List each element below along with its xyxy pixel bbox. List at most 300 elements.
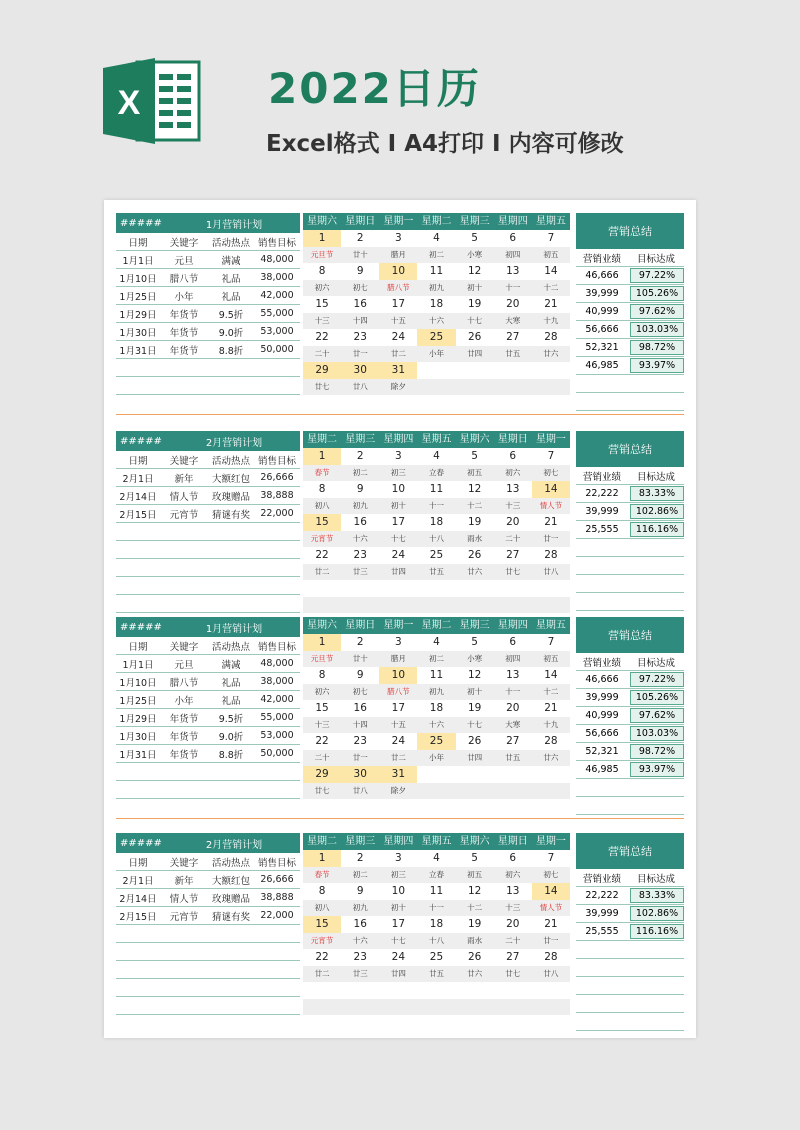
summary-column-headers	[576, 653, 684, 671]
lunar-cell	[532, 783, 570, 799]
plan-cell: 9.0折	[218, 327, 244, 339]
plan-column-header: 日期	[128, 641, 148, 653]
lunar-cell: 十六	[352, 534, 368, 543]
summary-cell: 39,999	[585, 288, 619, 299]
plan-cell: 1月31日	[119, 749, 157, 761]
lunar-cell: 廿六	[467, 969, 483, 978]
plan-column-header: 活动热点	[211, 641, 250, 653]
lunar-cell: 十六	[428, 316, 444, 325]
plan-cell: 腊八节	[169, 273, 199, 285]
summary-cell: 52,321	[585, 746, 619, 757]
plan-cell: 1月10日	[119, 677, 157, 689]
weekday-label: 星期四	[497, 620, 528, 631]
weekday-label: 星期五	[535, 620, 566, 631]
weekday-label: 星期二	[421, 216, 452, 227]
day-cell: 15	[303, 916, 341, 933]
day-cell: 7	[547, 636, 555, 648]
plan-column-headers	[116, 637, 300, 655]
summary-cell: 103.03%	[630, 726, 684, 741]
day-cell: 5	[471, 232, 478, 244]
lunar-cell: 初十	[467, 283, 483, 292]
plan-row	[116, 505, 300, 523]
lunar-date-row	[303, 684, 570, 700]
summary-cell: 46,985	[585, 360, 619, 371]
day-cell: 24	[391, 549, 406, 561]
lunar-date-row	[303, 867, 570, 883]
plan-cell: 玫瑰赠品	[211, 491, 250, 503]
day-cell: 5	[471, 852, 478, 864]
plan-row	[116, 709, 300, 727]
summary-row	[576, 797, 684, 815]
weekday-header-row	[303, 213, 570, 230]
summary-column-header: 目标达成	[636, 657, 675, 669]
day-cell	[417, 362, 455, 379]
plan-cell: 55,000	[260, 712, 294, 723]
day-cell: 9	[356, 483, 364, 495]
day-cell: 23	[353, 951, 367, 963]
plan-cell: 8.8折	[218, 749, 244, 761]
summary-row	[576, 375, 684, 393]
plan-cell: 元宵节	[169, 911, 199, 923]
plan-row	[116, 745, 300, 763]
lunar-cell: 十七	[467, 720, 483, 729]
calendar-sheet	[104, 200, 696, 1038]
plan-column-header: 日期	[128, 237, 148, 249]
day-cell: 15	[315, 702, 329, 714]
day-cell	[456, 580, 494, 597]
lunar-cell: 廿五	[428, 567, 444, 576]
day-cell	[341, 580, 379, 597]
lunar-date-row	[303, 346, 570, 362]
plan-row	[116, 655, 300, 673]
day-cell: 25	[429, 549, 444, 561]
lunar-cell: 十五	[390, 720, 406, 729]
day-cell: 3	[395, 636, 402, 648]
plan-column-header: 关键字	[169, 857, 199, 869]
summary-column-header: 营销业绩	[582, 873, 621, 885]
summary-cell: 39,999	[585, 692, 619, 703]
plan-cell: 8.8折	[218, 345, 244, 357]
lunar-date-row	[303, 999, 570, 1015]
plan-cell: 1月30日	[119, 731, 157, 743]
plan-cell: 26,666	[260, 874, 294, 885]
plan-cell: 元旦	[174, 255, 194, 267]
summary-column-header: 营销业绩	[582, 471, 621, 483]
day-number-row	[303, 700, 570, 717]
lunar-cell: 十八	[428, 534, 444, 543]
lunar-date-row	[303, 933, 570, 949]
lunar-cell	[494, 783, 532, 799]
plan-cell: 9.0折	[218, 731, 244, 743]
lunar-cell: 廿四	[390, 567, 406, 576]
plan-cell: 38,888	[260, 892, 294, 903]
plan-row	[116, 341, 300, 359]
marketing-summary-table	[576, 213, 684, 411]
day-number-row	[303, 329, 570, 346]
day-cell	[379, 982, 417, 999]
plan-cell: 小年	[174, 695, 194, 707]
lunar-cell: 大寒	[505, 720, 521, 729]
summary-cell: 39,999	[585, 908, 619, 919]
day-cell: 16	[353, 918, 367, 930]
lunar-cell: 二十	[505, 936, 521, 945]
plan-cell: 礼品	[221, 273, 241, 285]
weekday-label: 星期三	[459, 216, 490, 227]
lunar-cell	[417, 379, 455, 395]
lunar-cell: 十三	[505, 501, 521, 510]
summary-row	[576, 503, 684, 521]
weekday-label: 星期五	[421, 434, 452, 445]
plan-row	[116, 469, 300, 487]
plan-title: 1月营销计划	[205, 219, 263, 231]
lunar-date-row	[303, 313, 570, 329]
day-cell: 22	[315, 735, 329, 747]
day-cell: 10	[379, 667, 417, 684]
day-cell: 23	[353, 549, 367, 561]
lunar-cell: 立春	[428, 870, 444, 879]
plan-row	[116, 763, 300, 781]
weekday-header-row	[303, 617, 570, 634]
plan-cell: 满减	[221, 255, 241, 267]
day-cell: 6	[509, 232, 517, 244]
day-cell	[494, 580, 532, 597]
lunar-cell: 十九	[543, 720, 559, 729]
weekday-label: 星期四	[383, 836, 414, 847]
lunar-cell: 廿三	[352, 969, 368, 978]
day-cell: 8	[318, 483, 326, 495]
summary-row	[576, 357, 684, 375]
plan-title: 2月营销计划	[205, 437, 263, 449]
day-cell: 26	[467, 951, 482, 963]
lunar-cell: 初七	[543, 870, 559, 879]
lunar-cell: 雨水	[467, 936, 483, 945]
summary-column-header: 营销业绩	[582, 253, 621, 265]
day-cell: 23	[353, 331, 367, 343]
lunar-cell: 初四	[505, 250, 521, 259]
weekday-header-row	[303, 833, 570, 850]
plan-cell: 年货节	[169, 713, 199, 725]
day-cell: 19	[467, 516, 482, 528]
plan-cell: 42,000	[260, 290, 294, 301]
plan-column-header: 销售目标	[257, 857, 296, 869]
lunar-cell: 初三	[390, 468, 406, 477]
plan-row	[116, 925, 300, 943]
lunar-cell: 初四	[505, 654, 521, 663]
calendar-month-block	[116, 418, 684, 618]
plan-row	[116, 691, 300, 709]
lunar-cell: 初五	[543, 654, 559, 663]
day-cell: 7	[547, 232, 555, 244]
plan-cell: 猜谜有奖	[211, 911, 250, 923]
day-cell: 20	[506, 298, 520, 310]
plan-cell: 55,000	[260, 308, 294, 319]
plan-column-headers	[116, 853, 300, 871]
summary-header: 营销总结	[576, 833, 684, 869]
lunar-cell: 初十	[467, 687, 483, 696]
day-cell: 19	[467, 702, 482, 714]
lunar-cell: 腊八节	[387, 283, 410, 292]
weekday-label: 星期六	[307, 620, 338, 631]
calendar-month-block	[116, 604, 684, 804]
plan-cell: 22,000	[260, 508, 294, 519]
plan-code: #####	[120, 435, 162, 447]
day-cell: 17	[391, 918, 406, 930]
lunar-cell: 二十	[314, 349, 330, 358]
day-cell: 15	[303, 514, 341, 531]
lunar-cell: 元宵节	[310, 534, 334, 543]
lunar-cell	[494, 379, 532, 395]
summary-row	[576, 485, 684, 503]
plan-cell: 9.5折	[218, 309, 244, 321]
lunar-cell	[417, 783, 455, 799]
summary-cell: 83.33%	[630, 486, 684, 501]
plan-title: 2月营销计划	[205, 839, 263, 851]
day-cell: 14	[544, 265, 558, 277]
lunar-cell: 初二	[428, 654, 444, 663]
page-header	[0, 0, 800, 200]
summary-cell: 102.86%	[630, 906, 684, 921]
marketing-summary-table	[576, 617, 684, 815]
lunar-cell: 廿二	[390, 753, 406, 762]
day-cell: 2	[356, 852, 364, 864]
plan-cell: 情人节	[169, 491, 199, 503]
lunar-cell: 除夕	[390, 786, 406, 795]
day-cell: 22	[315, 549, 329, 561]
lunar-cell: 小寒	[467, 654, 483, 663]
summary-row	[576, 393, 684, 411]
lunar-cell: 除夕	[390, 382, 406, 391]
plan-cell: 38,000	[260, 272, 294, 283]
lunar-cell: 廿六	[467, 567, 483, 576]
plan-header	[116, 213, 300, 233]
day-cell: 11	[429, 885, 444, 897]
day-cell: 2	[356, 450, 364, 462]
weekday-label: 星期二	[307, 836, 338, 847]
plan-cell: 猜谜有奖	[211, 509, 250, 521]
plan-row	[116, 673, 300, 691]
lunar-cell: 初五	[467, 870, 483, 879]
plan-cell: 1月10日	[119, 273, 157, 285]
summary-row	[576, 923, 684, 941]
summary-header: 营销总结	[576, 431, 684, 467]
lunar-cell: 大寒	[505, 316, 521, 325]
day-cell: 5	[471, 636, 478, 648]
day-cell: 8	[318, 885, 326, 897]
plan-cell: 大额红包	[211, 875, 250, 887]
lunar-cell: 廿八	[543, 567, 559, 576]
summary-row	[576, 539, 684, 557]
day-cell: 22	[315, 951, 329, 963]
day-cell: 28	[544, 735, 558, 747]
day-cell: 9	[356, 669, 364, 681]
plan-row	[116, 541, 300, 559]
plan-cell: 9.5折	[218, 713, 244, 725]
marketing-summary-table	[576, 833, 684, 1031]
day-cell: 21	[544, 298, 558, 310]
day-cell: 1	[303, 634, 341, 651]
lunar-cell: 初六	[505, 870, 521, 879]
day-cell: 4	[433, 232, 440, 244]
day-cell: 7	[547, 450, 555, 462]
marketing-plan-table	[116, 617, 300, 799]
day-number-row	[303, 547, 570, 564]
lunar-cell	[456, 379, 494, 395]
summary-cell: 98.72%	[630, 744, 684, 759]
weekday-label: 星期三	[345, 836, 376, 847]
summary-cell: 93.97%	[630, 358, 684, 373]
summary-cell: 25,555	[585, 524, 619, 535]
block-separator	[116, 414, 684, 415]
plan-cell: 年货节	[169, 749, 199, 761]
summary-cell: 46,985	[585, 764, 619, 775]
lunar-cell: 春节	[314, 870, 330, 879]
plan-column-headers	[116, 233, 300, 251]
weekday-label: 星期四	[383, 434, 414, 445]
lunar-cell: 初九	[428, 283, 444, 292]
day-cell: 11	[429, 669, 444, 681]
day-cell: 28	[544, 331, 558, 343]
day-number-row	[303, 733, 570, 750]
summary-row	[576, 905, 684, 923]
day-cell: 12	[467, 483, 482, 495]
marketing-plan-table	[116, 213, 300, 395]
plan-column-header: 活动热点	[211, 857, 250, 869]
plan-cell: 1月31日	[119, 345, 157, 357]
summary-row	[576, 941, 684, 959]
lunar-cell: 初七	[352, 283, 368, 292]
lunar-cell: 廿八	[352, 382, 368, 391]
summary-cell: 40,999	[585, 710, 619, 721]
summary-column-header: 目标达成	[636, 471, 675, 483]
day-cell: 7	[547, 852, 555, 864]
day-cell: 29	[303, 362, 341, 379]
lunar-cell: 廿一	[352, 753, 368, 762]
plan-row	[116, 487, 300, 505]
lunar-date-row	[303, 465, 570, 481]
summary-cell: 22,222	[585, 890, 619, 901]
day-cell	[417, 580, 455, 597]
weekday-label: 星期日	[345, 216, 376, 227]
plan-cell: 年货节	[169, 731, 199, 743]
lunar-cell: 廿一	[543, 534, 559, 543]
summary-cell: 97.22%	[630, 268, 684, 283]
weekday-label: 星期日	[497, 836, 528, 847]
summary-cell: 116.16%	[630, 924, 684, 939]
summary-column-headers	[576, 249, 684, 267]
weekday-label: 星期二	[421, 620, 452, 631]
lunar-date-row	[303, 966, 570, 982]
day-cell: 4	[433, 636, 440, 648]
lunar-cell: 十一	[505, 283, 521, 292]
summary-row	[576, 779, 684, 797]
marketing-plan-table	[116, 431, 300, 613]
plan-code: #####	[120, 621, 162, 633]
lunar-cell: 立春	[428, 468, 444, 477]
summary-cell: 46,666	[585, 270, 619, 281]
day-cell: 21	[544, 516, 558, 528]
plan-cell: 年货节	[169, 327, 199, 339]
day-cell	[456, 766, 494, 783]
day-number-row	[303, 481, 570, 498]
summary-row	[576, 671, 684, 689]
lunar-cell: 十二	[467, 501, 483, 510]
day-cell	[456, 362, 494, 379]
lunar-cell: 腊八节	[387, 687, 410, 696]
lunar-cell	[532, 379, 570, 395]
day-cell: 10	[379, 263, 417, 280]
summary-row	[576, 285, 684, 303]
summary-column-header: 营销业绩	[582, 657, 621, 669]
lunar-cell	[456, 783, 494, 799]
plan-cell: 礼品	[221, 695, 241, 707]
summary-row	[576, 267, 684, 285]
plan-cell: 情人节	[169, 893, 199, 905]
lunar-cell: 初八	[314, 501, 330, 510]
day-cell: 26	[467, 331, 482, 343]
lunar-cell: 廿五	[428, 969, 444, 978]
summary-row	[576, 725, 684, 743]
day-cell: 16	[353, 298, 367, 310]
day-cell: 18	[429, 702, 444, 714]
summary-header: 营销总结	[576, 617, 684, 653]
lunar-cell: 初七	[543, 468, 559, 477]
lunar-cell: 初六	[314, 687, 330, 696]
day-number-row	[303, 850, 570, 867]
calendar-month-block	[116, 820, 684, 1020]
plan-row	[116, 287, 300, 305]
plan-row	[116, 997, 300, 1015]
lunar-cell	[341, 999, 379, 1015]
plan-row	[116, 871, 300, 889]
plan-row	[116, 943, 300, 961]
weekday-label: 星期六	[459, 836, 490, 847]
lunar-cell: 小寒	[467, 250, 483, 259]
plan-header	[116, 617, 300, 637]
day-cell: 26	[467, 735, 482, 747]
summary-cell: 98.72%	[630, 340, 684, 355]
lunar-cell: 初九	[428, 687, 444, 696]
day-cell: 29	[303, 766, 341, 783]
lunar-date-row	[303, 900, 570, 916]
day-cell	[417, 982, 455, 999]
day-cell: 16	[353, 702, 367, 714]
lunar-cell: 十四	[352, 720, 368, 729]
weekday-label: 星期五	[421, 836, 452, 847]
lunar-cell: 十三	[505, 903, 521, 912]
lunar-cell: 廿一	[352, 349, 368, 358]
summary-row	[576, 689, 684, 707]
plan-row	[116, 889, 300, 907]
lunar-cell: 十一	[428, 903, 444, 912]
excel-logo-icon	[103, 58, 203, 144]
day-cell	[456, 982, 494, 999]
day-cell: 1	[303, 850, 341, 867]
day-cell: 3	[395, 232, 402, 244]
summary-cell: 97.62%	[630, 708, 684, 723]
plan-header	[116, 431, 300, 451]
plan-cell: 1月30日	[119, 327, 157, 339]
plan-cell: 50,000	[260, 344, 294, 355]
weekday-label: 星期六	[459, 434, 490, 445]
day-cell: 25	[417, 733, 455, 750]
day-cell: 13	[506, 885, 520, 897]
day-cell: 4	[433, 450, 440, 462]
plan-row	[116, 907, 300, 925]
weekday-label: 星期一	[383, 216, 414, 227]
plan-row	[116, 727, 300, 745]
plan-cell: 48,000	[260, 254, 294, 265]
plan-cell: 2月14日	[119, 491, 157, 503]
